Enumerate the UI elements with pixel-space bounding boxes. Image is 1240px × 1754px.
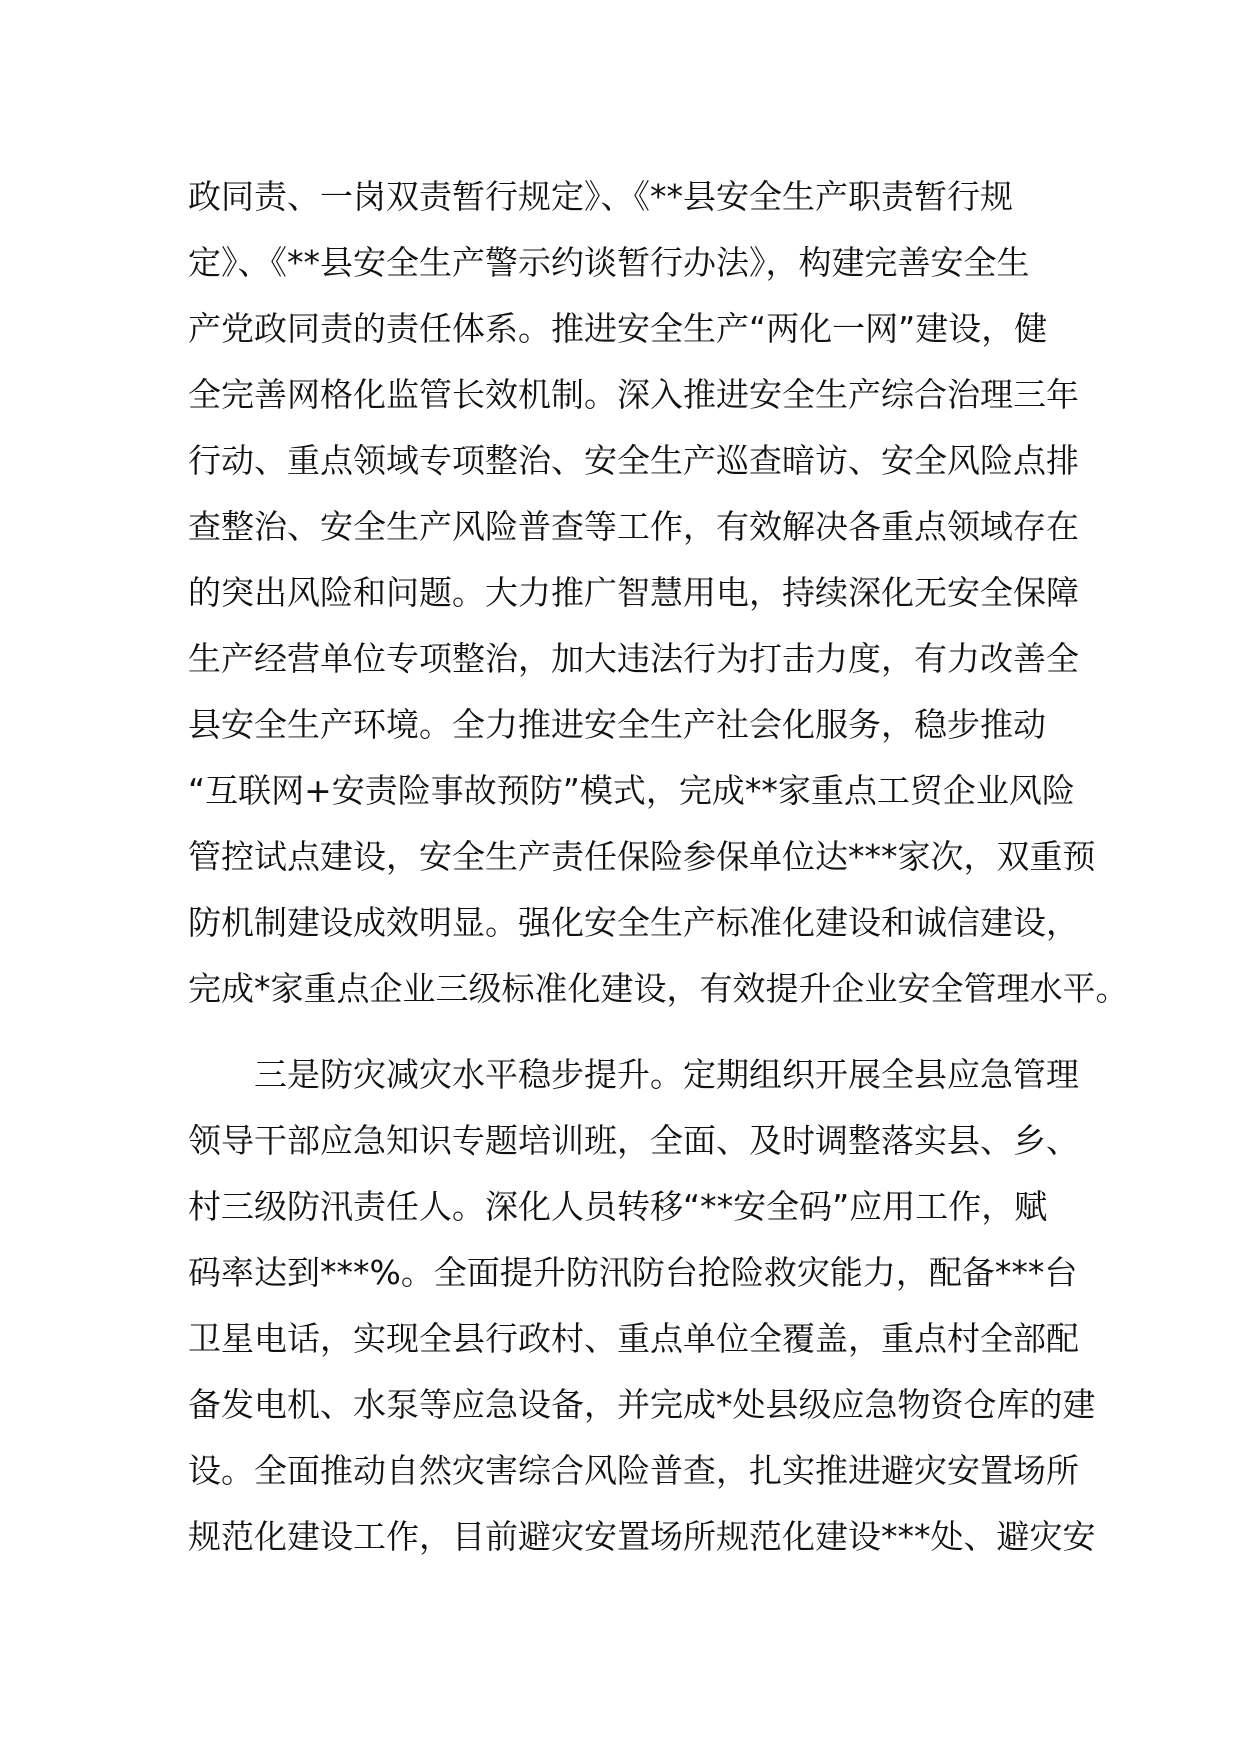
text-line: “互联网+安责险事故预防”模式，完成**家重点工贸企业风险	[188, 771, 1075, 810]
text-line: 规范化建设工作，目前避灾安置场所规范化建设***处、避灾安	[188, 1517, 1096, 1556]
text-line: 村三级防汛责任人。深化人员转移“**安全码”应用工作，赋	[188, 1187, 1048, 1226]
text-line: 完成*家重点企业三级标准化建设，有效提升企业安全管理水平。	[188, 969, 1129, 1008]
text-line: 全完善网格化监管长效机制。深入推进安全生产综合治理三年	[188, 375, 1079, 414]
text-line: 的突出风险和问题。大力推广智慧用电，持续深化无安全保障	[188, 573, 1079, 612]
text-line: 行动、重点领域专项整治、安全生产巡查暗访、安全风险点排	[188, 441, 1079, 480]
text-line: 查整治、安全生产风险普查等工作，有效解决各重点领域存在	[188, 507, 1079, 546]
text-line: 码率达到***%。全面提升防汛防台抢险救灾能力，配备***台	[188, 1253, 1078, 1292]
text-line: 产党政同责的责任体系。推进安全生产“两化一网”建设，健	[188, 309, 1048, 348]
paragraph-disaster-prevention	[188, 1042, 1096, 1570]
text-line: 政同责、一岗双责暂行规定》、《**县安全生产职责暂行规	[188, 177, 1013, 216]
text-line: 防机制建设成效明显。强化安全生产标准化建设和诚信建设，	[188, 903, 1079, 942]
text-line: 县安全生产环境。全力推进安全生产社会化服务，稳步推动	[188, 705, 1046, 744]
text-line: 三是防灾减灾水平稳步提升。定期组织开展全县应急管理	[254, 1055, 1079, 1094]
text-line: 领导干部应急知识专题培训班，全面、及时调整落实县、乡、	[188, 1121, 1079, 1160]
text-line: 备发电机、水泵等应急设备，并完成*处县级应急物资仓库的建	[188, 1385, 1096, 1424]
paragraph-responsibility-system	[188, 164, 1129, 1022]
text-line: 设。全面推动自然灾害综合风险普查，扎实推进避灾安置场所	[188, 1451, 1079, 1490]
text-line: 卫星电话，实现全县行政村、重点单位全覆盖，重点村全部配	[188, 1319, 1079, 1358]
text-line: 管控试点建设，安全生产责任保险参保单位达***家次，双重预	[188, 837, 1096, 876]
text-line: 生产经营单位专项整治，加大违法行为打击力度，有力改善全	[188, 639, 1079, 678]
text-line: 定》、《**县安全生产警示约谈暂行办法》，构建完善安全生	[188, 243, 1030, 282]
